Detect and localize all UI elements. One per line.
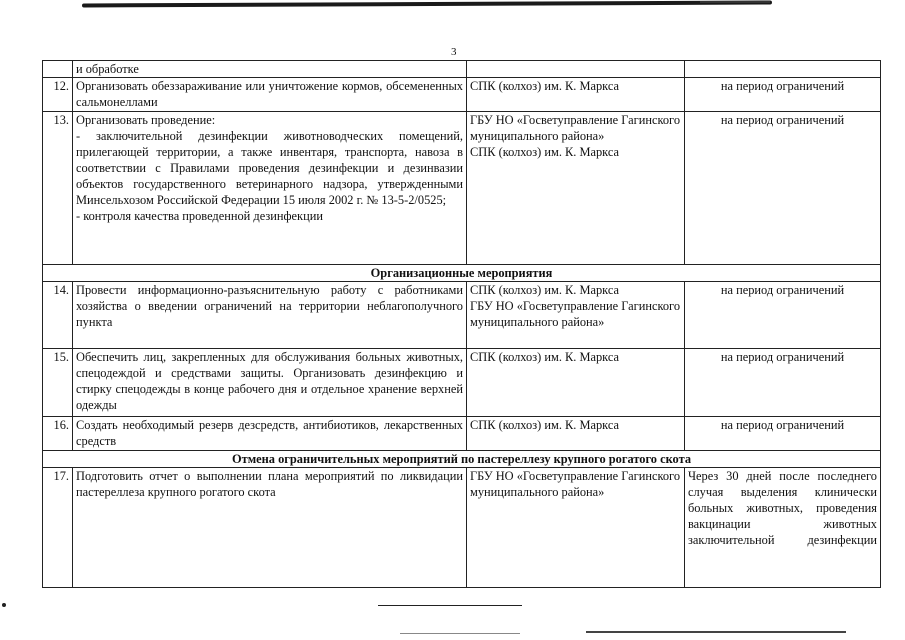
executor-cell: ГБУ НО «Госветуправление Гагинского муниципального района» (467, 468, 685, 588)
term-cell (685, 61, 881, 78)
section-heading: Организационные мероприятия (43, 265, 881, 282)
separator-line (378, 605, 522, 606)
task-cell: Организовать обеззараживание или уничтожение кормов, обсемененных сальмонеллами (73, 78, 467, 112)
task-cell (73, 112, 467, 265)
term-cell: на период ограничений (685, 417, 881, 451)
executor-line: ГБУ НО «Госветуправление Гагинского муниципального района» (470, 113, 681, 143)
row-number: 12. (43, 78, 73, 112)
executor-line: СПК (колхоз) им. К. Маркса (470, 145, 620, 159)
executor-cell: СПК (колхоз) им. К. Маркса (467, 349, 685, 417)
row-number: 16. (43, 417, 73, 451)
executor-cell: СПК (колхоз) им. К. Маркса (467, 417, 685, 451)
section-row (43, 451, 881, 468)
term-cell: на период ограничений (685, 349, 881, 417)
term-cell: на период ограничений (685, 282, 881, 349)
table-row (43, 417, 881, 451)
table-row (43, 282, 881, 349)
row-number: 13. (43, 112, 73, 265)
scan-artifact-top (82, 0, 772, 7)
row-number: 14. (43, 282, 73, 349)
executor-line: СПК (колхоз) им. К. Маркса (470, 283, 620, 297)
page-number: 3 (451, 46, 457, 58)
section-heading: Отмена ограничительных мероприятий по пастереллезу крупного рогатого скота (43, 451, 881, 468)
row-number: 15. (43, 349, 73, 417)
table-row (43, 78, 881, 112)
task-line: - контроля качества проведенной дезинфекции (76, 209, 323, 223)
task-cell: Обеспечить лиц, закрепленных для обслуживания больных животных, спецодеждой и средствами защиты. Организовать дезинфекцию и стирку спецодежды в конце рабочего дня и отдельное хранение верхней одежды (73, 349, 467, 417)
table-row (43, 112, 881, 265)
task-cell: и обработке (73, 61, 467, 78)
executor-cell (467, 61, 685, 78)
executor-cell: СПК (колхоз) им. К. Маркса (467, 78, 685, 112)
row-number (43, 61, 73, 78)
task-cell: Создать необходимый резерв дезсредств, антибиотиков, лекарственных средств (73, 417, 467, 451)
task-line: Организовать проведение: (76, 113, 216, 127)
scan-artifact-top-2 (700, 1, 770, 3)
measures-table (42, 60, 881, 588)
table-row (43, 349, 881, 417)
table-row (43, 61, 881, 78)
task-line: - заключительной дезинфекции животноводческих помещений, прилегающей территории, а также инвентаря, транспорта, навоза в соответствии с Правилами проведения дезинфекции и дезинвазии объектов государственного ветеринарного надзора, утвержденными Минсельхозом Российской Федерации 15 июля 2002 г. № 13-5-2/0525; (76, 129, 463, 207)
row-number: 17. (43, 468, 73, 588)
scan-artifact-bottom-2 (400, 633, 520, 634)
executor-cell (467, 282, 685, 349)
executor-line: ГБУ НО «Госветуправление Гагинского муниципального района» (470, 299, 681, 329)
executor-cell (467, 112, 685, 265)
table-row (43, 468, 881, 588)
term-cell: на период ограничений (685, 112, 881, 265)
task-cell: Провести информационно-разъяснительную работу с работниками хозяйства о введении ограничений на территории неблагополучного пункта (73, 282, 467, 349)
scan-dot (2, 603, 6, 607)
section-row (43, 265, 881, 282)
task-cell: Подготовить отчет о выполнении плана мероприятий по ликвидации пастереллеза крупного рогатого скота (73, 468, 467, 588)
scan-artifact-bottom (586, 631, 846, 633)
term-cell: на период ограничений (685, 78, 881, 112)
term-cell: Через 30 дней после последнего случая выделения клинически больных животных, проведения вакцинации животных заключительной дезинфекции (685, 468, 881, 588)
